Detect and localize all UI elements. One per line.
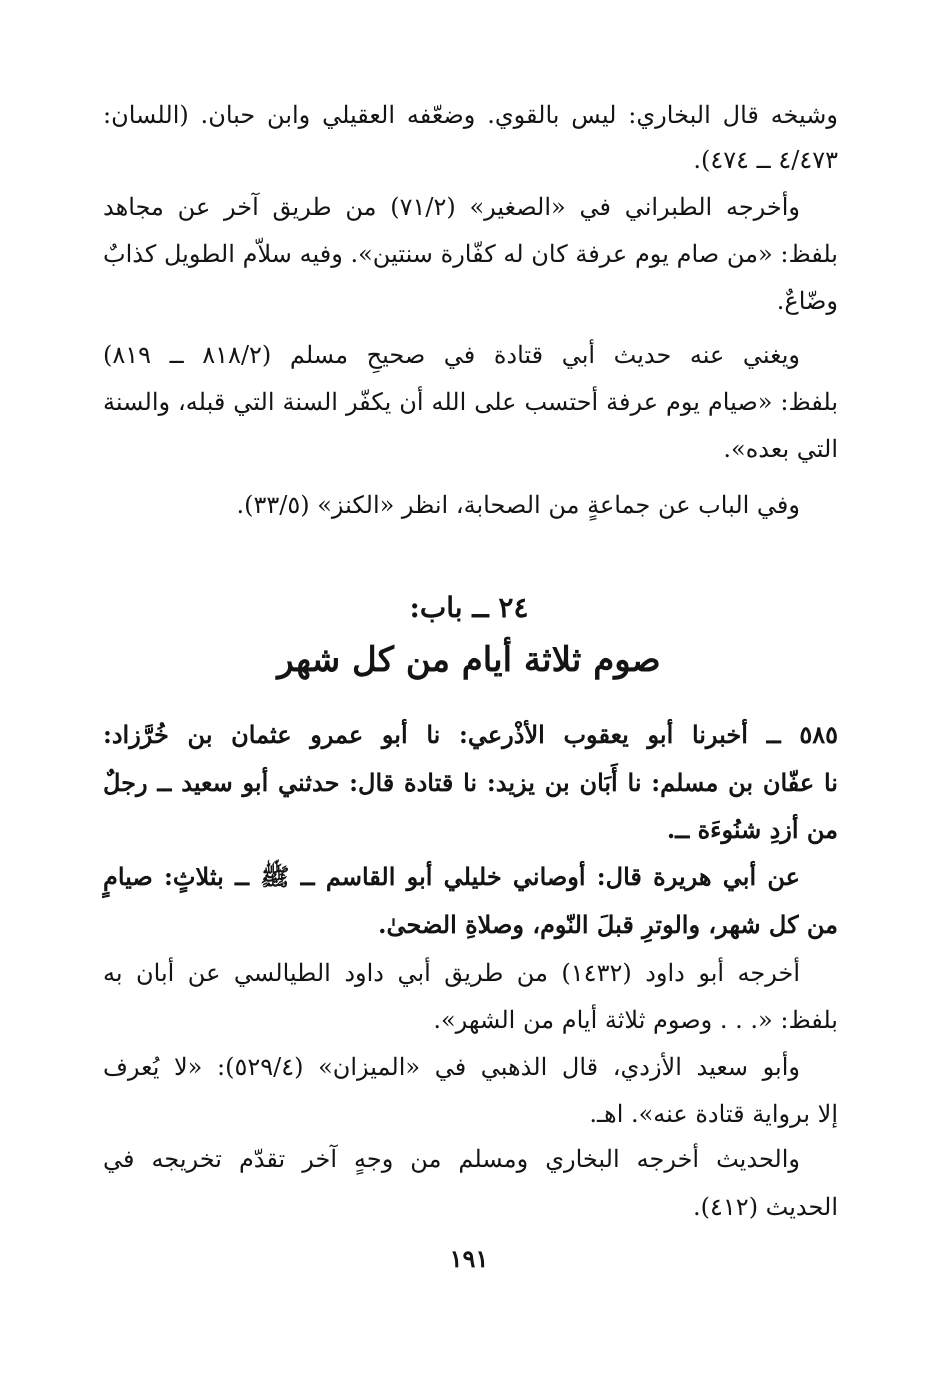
commentary-line: والحديث أخرجه البخاري ومسلم من وجهٍ آخر تقدّم تخريجه في	[103, 1145, 801, 1173]
chapter-number: ٢٤ ــ باب:	[409, 591, 529, 624]
hadith-isnad-line: من أزدِ شنُوءَة ــ.	[666, 815, 838, 844]
commentary-line: إلا برواية قتادة عنه». اهـ.	[589, 1100, 838, 1128]
commentary-line: وأبو سعيد الأزدي، قال الذهبي في «الميزان» (٥٢٩/٤): «لا يُعرف	[103, 1053, 800, 1081]
hadith-matn-line: عن أبي هريرة قال: أوصاني خليلي أبو القاسم ــ ﷺ ــ بثلاثٍ: صيامٍ	[103, 862, 800, 891]
footnote-line: ويغني عنه حديث أبي قتادة في صحيحِ مسلم (٨١٨/٢ ــ ٨١٩)	[103, 341, 800, 369]
commentary-line: الحديث (٤١٢).	[693, 1193, 838, 1221]
footnote-line: بلفظ: «من صام يوم عرفة كان له كفّارة سنتين». وفيه سلاّم الطويل كذابٌ	[103, 240, 838, 268]
commentary-line: أخرجه أبو داود (١٤٣٢) من طريق أبي داود الطيالسي عن أبان به	[103, 959, 800, 987]
hadith-isnad-line: نا عفّان بن مسلم: نا أَبَان بن يزيد: نا قتادة قال: حدثني أبو سعيد ــ رجلٌ	[103, 768, 838, 797]
commentary-line: بلفظ: «. . . وصوم ثلاثة أيام من الشهر».	[433, 1006, 838, 1034]
hadith-isnad-line: ٥٨٥ ــ أخبرنا أبو يعقوب الأذْرعي: نا أبو عمرو عثمان بن خُرَّزاد:	[103, 720, 838, 749]
chapter-title: صوم ثلاثة أيام من كل شهر	[277, 640, 661, 680]
footnote-line: وأخرجه الطبراني في «الصغير» (٧١/٢) من طريق آخر عن مجاهد	[103, 193, 801, 221]
footnote-line: التي بعده».	[723, 435, 838, 463]
hadith-matn-line: من كل شهر، والوترِ قبلَ النّوم، وصلاةِ الضحىٰ.	[378, 910, 838, 939]
footnote-line: ٤/٤٧٣ ــ ٤٧٤).	[693, 146, 838, 174]
page-number: ١٩١	[449, 1244, 489, 1273]
footnote-line: وشيخه قال البخاري: ليس بالقوي. وضعّفه العقيلي وابن حبان. (اللسان:	[103, 101, 838, 129]
footnote-line: وضّاعٌ.	[776, 287, 838, 315]
footnote-line: وفي الباب عن جماعةٍ من الصحابة، انظر «الكنز» (٣٣/٥).	[236, 491, 800, 519]
footnote-line: بلفظ: «صيام يوم عرفة أحتسب على الله أن يكفّر السنة التي قبله، والسنة	[103, 388, 838, 416]
